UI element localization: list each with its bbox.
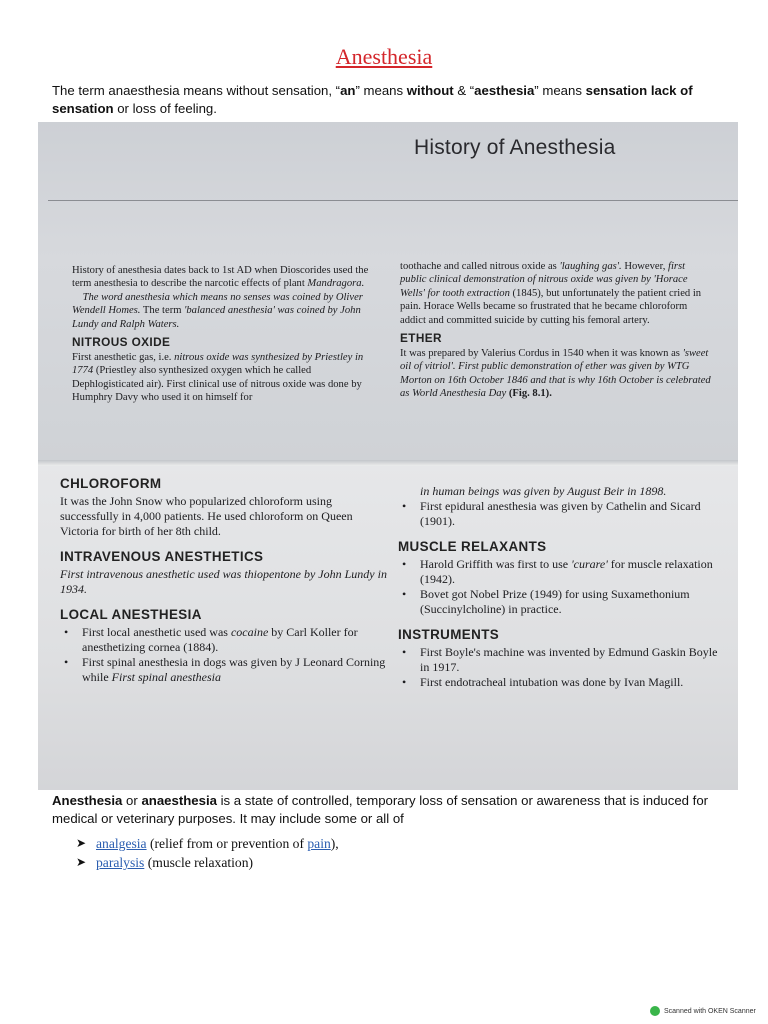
muscle-heading: MUSCLE RELAXANTS (398, 539, 547, 554)
text: by Carl Koller for anesthetizing cornea (1884). (82, 625, 358, 654)
intro-term-sensation: sensation lack of sensation (52, 83, 693, 116)
text: ), (330, 836, 339, 851)
text: First spinal anesthesia (111, 670, 222, 684)
scanned-textbook-image (38, 122, 738, 790)
history-intro (72, 264, 384, 291)
text: However, (621, 261, 669, 272)
text: nitrous oxide was synthesized by Priestley in 1774 (72, 352, 364, 377)
scan-right-column-bottom (398, 484, 718, 690)
text: First spinal anesthesia in dogs was given by J Leonard Corning while (82, 655, 386, 684)
scanner-watermark (650, 1006, 756, 1016)
intro-term-aesthesia: aesthesia (474, 83, 535, 98)
iv-heading: INTRAVENOUS ANESTHETICS (60, 549, 264, 564)
local-heading: LOCAL ANESTHESIA (60, 607, 202, 622)
text: toothache and called nitrous oxide as (400, 261, 560, 272)
muscle-list (398, 557, 718, 617)
text: 'curare' (571, 557, 608, 571)
text: 'sweet oil of vitriol'. First public demonstration of ether was given by WTG Morton on 16th October 1846 and that is why 16th October is celebrated as World Anesthesia Day (400, 348, 711, 400)
text: for muscle relaxation (1942). (420, 557, 713, 586)
scanner-logo-icon (650, 1006, 660, 1016)
text: It was prepared by Valerius Cordus in 1540 when it was known as (400, 348, 683, 360)
intro-text: ” means (534, 83, 586, 98)
text: First anesthetic gas, i.e. (72, 352, 175, 364)
text: or (122, 793, 142, 808)
components-list (76, 834, 339, 872)
text: (Fig. 8.1). (506, 388, 552, 400)
scan-left-column-bottom (60, 476, 390, 685)
list-item: • Bovet got Nobel Prize (1949) for using Suxamethonium (Succinylcholine) in practice. (398, 587, 718, 617)
text: History of anesthesia dates back to 1st AD when Dioscorides used the term anesthesia to describe the narcotic effects of plant (72, 265, 369, 290)
instruments-heading: INSTRUMENTS (398, 627, 500, 642)
history-coined (72, 291, 384, 331)
text: Harold Griffith was first to use (420, 557, 572, 571)
nitrous-heading: NITROUS OXIDE (72, 335, 171, 350)
watermark-text: Scanned with OKEN Scanner (664, 1007, 756, 1015)
intro-term-an: an (340, 83, 356, 98)
intro-text: ” means (355, 83, 407, 98)
text: 'laughing gas'. (559, 261, 622, 272)
term-anaesthesia: anaesthesia (141, 793, 217, 808)
scan-right-column-top (400, 260, 712, 401)
term-anesthesia: Anesthesia (52, 793, 123, 808)
iv-text (60, 567, 390, 597)
intro-term-without: without (406, 83, 454, 98)
list-item (398, 557, 718, 587)
intro-paragraph (52, 82, 722, 118)
text: (Priestley also synthesized oxygen which he called Dephlogisticated air). First clinical use of nitrous oxide was done by Humphry Davy who used it on himself for (72, 365, 362, 404)
instruments-list (398, 645, 718, 690)
list-item: • First Boyle's machine was invented by Edmund Gaskin Boyle in 1917. (398, 645, 718, 675)
text: (muscle relaxation) (144, 855, 254, 870)
definition-paragraph (52, 792, 722, 828)
text: First intravenous anesthetic used was thiopentone by John Lundy in 1934. (60, 567, 387, 596)
intro-text: The term anaesthesia means without sensation, “ (52, 83, 341, 98)
heading-rule (48, 200, 738, 201)
text: 'balanced anesthesia' was coined by John Lundy and Ralph Waters. (72, 305, 361, 330)
page-title: Anesthesia (335, 44, 433, 69)
arrow-bullet-icon: ➤ (76, 836, 87, 850)
local-list (60, 625, 390, 685)
text: is a state of controlled, temporary loss of sensation or awareness that is induced for medical or veterinary purposes. It may include some or all of (52, 793, 709, 826)
epidural-list (398, 499, 718, 529)
text: The word anesthesia which means no senses was coined by Oliver Wendell Homes. (72, 291, 363, 317)
scan-left-column-top (72, 264, 384, 405)
text: in human beings was given by August Beir in 1898. (420, 484, 667, 498)
text: Mandragora. (307, 278, 365, 290)
laughing-gas-text (400, 260, 712, 327)
intro-text: or loss of feeling. (113, 101, 217, 116)
nitrous-text (72, 351, 384, 405)
ether-text (400, 347, 712, 401)
list-item-paralysis (76, 853, 339, 872)
chloroform-text: It was the John Snow who popularized chloroform using successfully in 4,000 patients. He used chloroform on Queen Victoria for birth of her 8th child. (60, 494, 353, 538)
pain-link[interactable]: pain (307, 836, 331, 851)
list-item: • First endotracheal intubation was done by Ivan Magill. (398, 675, 718, 690)
history-heading: History of Anesthesia (414, 136, 616, 159)
text: (1845), but unfortunately the patient cried in pain. Horace Wells became so frustrated that he became chloroform addict and committed suicide by cutting his femoral artery. (400, 287, 702, 326)
list-item-analgesia (76, 834, 339, 853)
list-item: • First epidural anesthesia was given by Cathelin and Sicard (1901). (398, 499, 718, 529)
chloroform-heading: CHLOROFORM (60, 476, 162, 491)
paralysis-link[interactable]: paralysis (96, 855, 145, 870)
scan-page-seam (38, 460, 738, 466)
list-item (60, 655, 390, 685)
text: The term (140, 305, 185, 317)
spinal-continued (398, 484, 718, 499)
text: first public clinical demonstration of nitrous oxide was given by 'Horace Wells' for tooth extraction (400, 261, 688, 299)
text: (relief from or prevention of (146, 836, 308, 851)
ether-heading: ETHER (400, 331, 442, 346)
analgesia-link[interactable]: analgesia (96, 836, 147, 851)
intro-text: & “ (453, 83, 475, 98)
list-item (60, 625, 390, 655)
arrow-bullet-icon: ➤ (76, 855, 87, 869)
text: First local anesthetic used was (82, 625, 231, 639)
text: cocaine (230, 625, 269, 639)
